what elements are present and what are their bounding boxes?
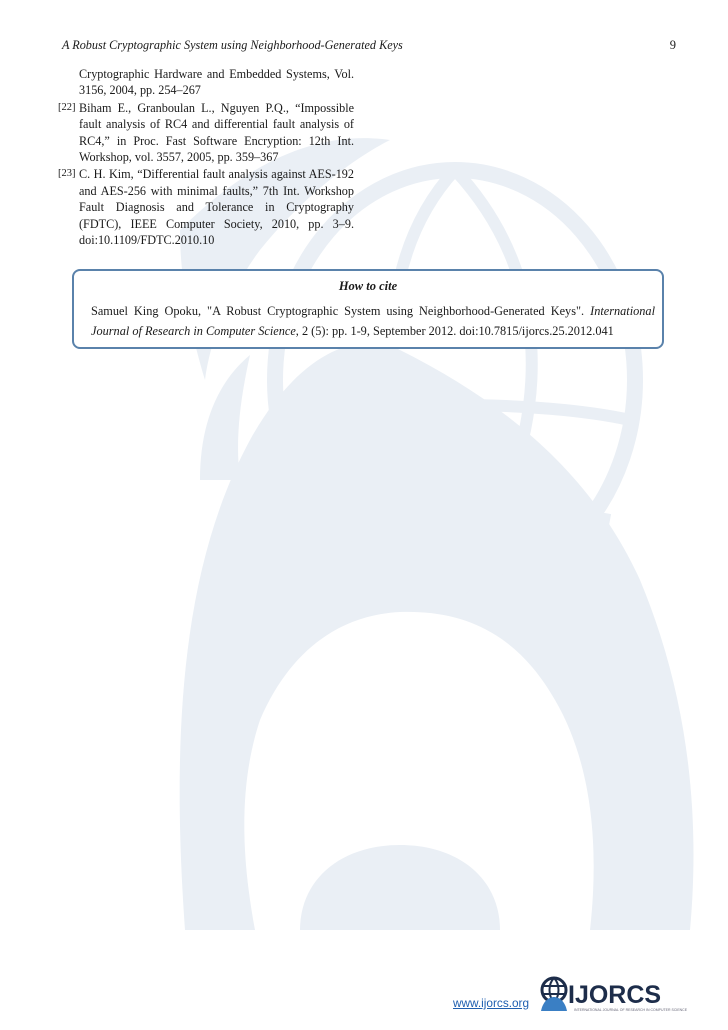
reference-item	[59, 166, 354, 248]
ijorcs-logo	[537, 975, 688, 1015]
citation-prefix: Samuel King Opoku, "A Robust Cryptographic System using Neighborhood-Generated Keys".	[91, 304, 585, 318]
reference-text: C. H. Kim, “Differential fault analysis against AES-192 and AES-256 with minimal faults,” 7th Int. Workshop Fault Diagnosis and Tolerance in Cryptography (FDTC), IEEE Computer Society, 2010, pp. 3–9. doi:10.1109/FDTC.2010.10	[79, 167, 354, 248]
citation-suffix: , 2 (5): pp. 1-9, September 2012. doi:10.7815/ijorcs.25.2012.041	[295, 324, 614, 338]
reference-number: [23]	[58, 168, 76, 180]
page-number: 9	[669, 38, 676, 52]
how-to-cite-heading: How to cite	[338, 279, 398, 293]
citation-journal: International Journal of Research in Computer Science	[91, 304, 655, 338]
reference-number: [22]	[58, 101, 76, 113]
journal-website-link[interactable]: www.ijorcs.org	[453, 996, 530, 1010]
reference-item	[59, 66, 354, 99]
reference-list	[59, 66, 354, 249]
how-to-cite-box	[72, 269, 664, 349]
running-header	[62, 38, 676, 56]
reference-item	[59, 100, 354, 166]
reference-text: Biham E., Granboulan L., Nguyen P.Q., “Impossible fault analysis of RC4 and differential fault analysis of RC4,” in Proc. Fast Software Encryption: 12th Int. Workshop, vol. 3557, 2005, pp. 359–367	[79, 100, 354, 165]
reference-text: Cryptographic Hardware and Embedded Systems, Vol. 3156, 2004, pp. 254–267	[79, 67, 354, 98]
logo-wordmark: IJORCS	[568, 981, 662, 1009]
globe-logo-icon	[537, 975, 571, 1015]
citation-text	[91, 301, 655, 341]
running-title: A Robust Cryptographic System using Neighborhood-Generated Keys	[62, 38, 403, 52]
logo-tagline: INTERNATIONAL JOURNAL OF RESEARCH IN COMPUTER SCIENCE	[574, 1008, 688, 1012]
